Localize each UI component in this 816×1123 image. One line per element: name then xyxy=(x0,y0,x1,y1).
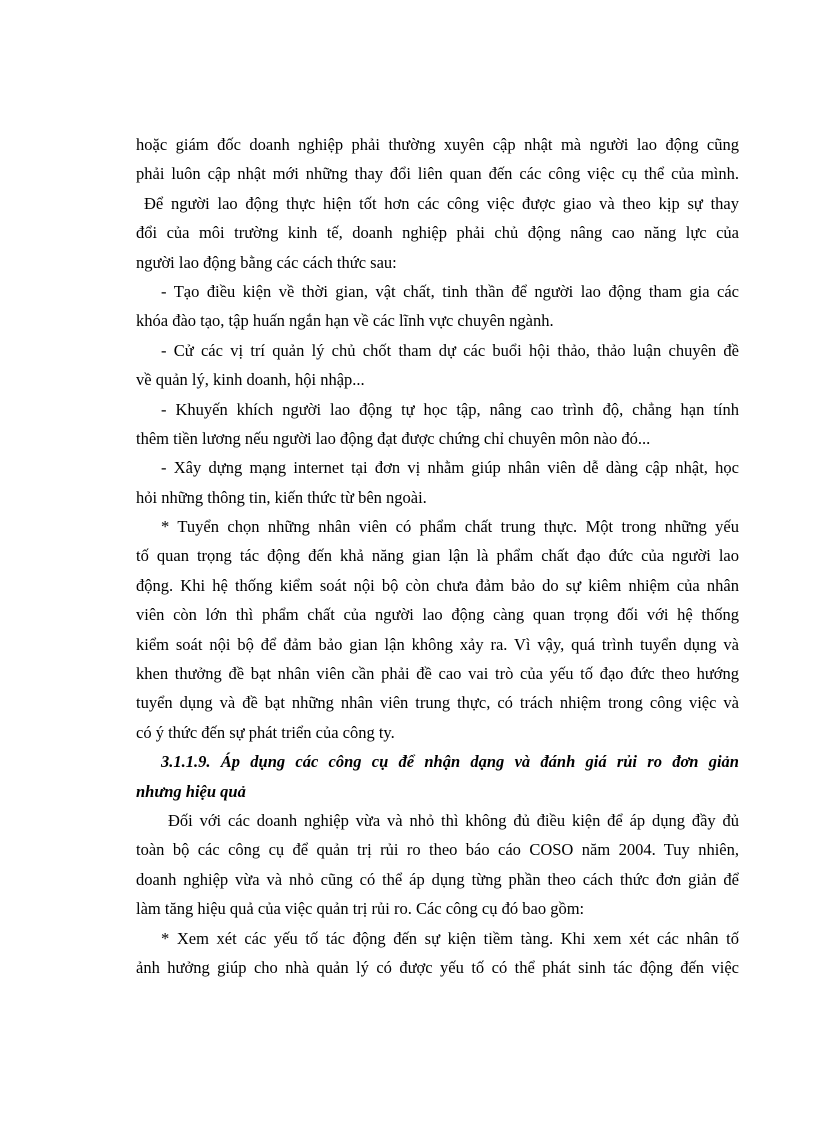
section-heading-line: nhưng hiệu quả xyxy=(136,781,246,801)
paragraph-line: khen thưởng đề bạt nhân viên cần phải đề cao vai trò của yếu tố đạo đức theo hướng xyxy=(136,664,739,684)
paragraph-line: tố quan trọng tác động đến khả năng gian lận là phẩm chất đạo đức của người lao xyxy=(136,546,739,566)
paragraph-line: * Xem xét các yếu tố tác động đến sự kiện tiềm tàng. Khi xem xét các nhân tố xyxy=(161,928,739,948)
paragraph-line: phải luôn cập nhật mới những thay đổi liên quan đến các công việc cụ thể của mình. xyxy=(136,164,739,184)
paragraph-line: * Tuyển chọn những nhân viên có phẩm chất trung thực. Một trong những yếu xyxy=(161,517,739,537)
paragraph-line: kiểm soát nội bộ để đảm bảo gian lận không xảy ra. Vì vậy, quá trình tuyển dụng và xyxy=(136,634,739,654)
paragraph-line: - Xây dựng mạng internet tại đơn vị nhằm giúp nhân viên dễ dàng cập nhật, học xyxy=(161,458,739,478)
paragraph-line: về quản lý, kinh doanh, hội nhập... xyxy=(136,370,365,390)
paragraph-line: ảnh hưởng giúp cho nhà quản lý có được yếu tố có thể phát sinh tác động đến việc xyxy=(136,957,739,977)
document-page xyxy=(136,130,739,982)
paragraph-line: người lao động bằng các cách thức sau: xyxy=(136,252,397,272)
paragraph-line: - Cử các vị trí quản lý chủ chốt tham dự các buổi hội thảo, thảo luận chuyên đề xyxy=(161,340,739,360)
paragraph-line: doanh nghiệp vừa và nhỏ cũng có thể áp dụng từng phần theo cách thức đơn giản để xyxy=(136,869,739,889)
paragraph-line: Đối với các doanh nghiệp vừa và nhỏ thì không đủ điều kiện để áp dụng đầy đủ xyxy=(168,810,739,830)
paragraph-line: động. Khi hệ thống kiểm soát nội bộ còn chưa đảm bảo do sự kiêm nhiệm của nhân xyxy=(136,575,739,595)
paragraph-line: có ý thức đến sự phát triển của công ty. xyxy=(136,722,395,742)
paragraph-line: thêm tiền lương nếu người lao động đạt được chứng chỉ chuyên môn nào đó... xyxy=(136,428,651,448)
paragraph-line: tuyển dụng và đề bạt những nhân viên trung thực, có trách nhiệm trong công việc và xyxy=(136,693,739,713)
paragraph-line: hỏi những thông tin, kiến thức từ bên ngoài. xyxy=(136,487,427,507)
paragraph-line: hoặc giám đốc doanh nghiệp phải thường xuyên cập nhật mà người lao động cũng xyxy=(136,135,739,154)
paragraph-line: viên còn lớn thì phẩm chất của người lao động càng quan trọng đối với hệ thống xyxy=(136,605,739,625)
paragraph-line: - Tạo điều kiện về thời gian, vật chất, tinh thần để người lao động tham gia các xyxy=(161,281,739,301)
paragraph-line: làm tăng hiệu quả của việc quản trị rủi ro. Các công cụ đó bao gồm: xyxy=(136,899,585,919)
paragraph-line: toàn bộ các công cụ để quản trị rủi ro theo báo cáo COSO năm 2004. Tuy nhiên, xyxy=(136,840,739,860)
paragraph-line: khóa đào tạo, tập huấn ngắn hạn về các lĩnh vực chuyên ngành. xyxy=(136,311,554,331)
section-heading-line: 3.1.1.9. Áp dụng các công cụ để nhận dạng và đánh giá rủi ro đơn giản xyxy=(161,752,739,772)
paragraph-line: Để người lao động thực hiện tốt hơn các công việc được giao và theo kịp sự thay xyxy=(144,193,739,213)
paragraph-line: - Khuyến khích người lao động tự học tập, nâng cao trình độ, chẳng hạn tính xyxy=(161,399,739,419)
paragraph-line: đổi của môi trường kinh tế, doanh nghiệp phải chủ động nâng cao năng lực của xyxy=(136,223,739,243)
